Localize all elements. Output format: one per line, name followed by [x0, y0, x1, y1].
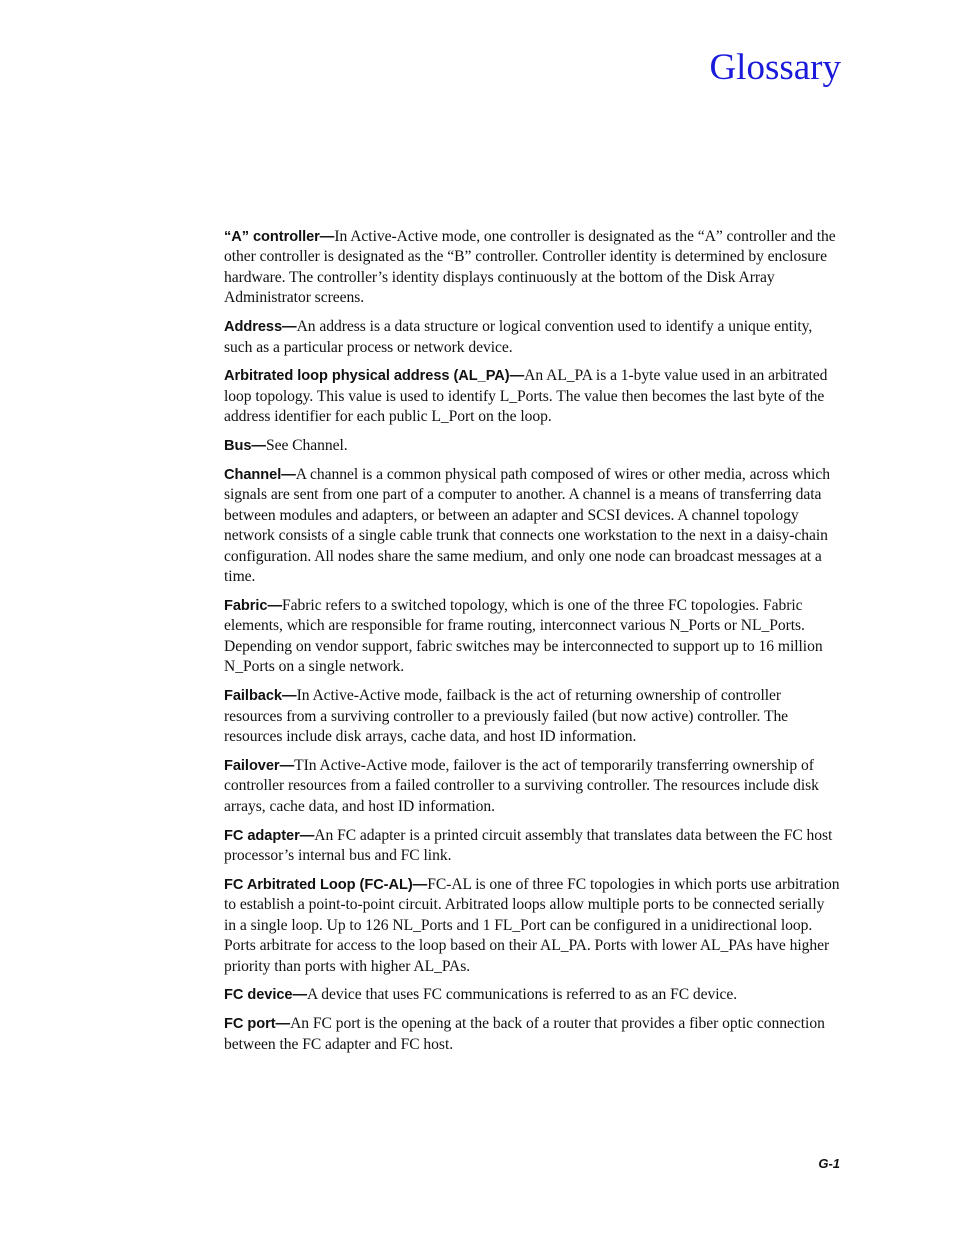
- glossary-entry: [224, 227, 840, 309]
- glossary-entry: [224, 465, 840, 587]
- glossary-entry: [224, 985, 840, 1005]
- glossary-term: Bus—: [224, 438, 266, 455]
- glossary-entry: [224, 366, 840, 427]
- glossary-definition: See Channel.: [265, 437, 348, 455]
- glossary-entry: [224, 756, 840, 817]
- page-title: Glossary: [709, 47, 841, 88]
- glossary-definition: In Active-Active mode, failback is the act of returning ownership of controller resources from a surviving controller to a previously failed (but now active) controller. The resources include disk arrays, cache data, and host ID information.: [224, 687, 789, 745]
- glossary-list: [224, 227, 840, 1064]
- glossary-entry: [224, 875, 840, 977]
- glossary-entry: [224, 317, 840, 358]
- glossary-entry: [224, 436, 840, 456]
- glossary-term: “A” controller—: [224, 229, 335, 245]
- glossary-definition: In Active-Active mode, one controller is designated as the “A” controller and the other controller is designated as the “B” controller. Controller identity is determined by enclosure hardware. The controller’s identity displays continuously at the bottom of the Disk Array Administrator screens.: [224, 228, 836, 307]
- glossary-term: Fabric—: [224, 598, 283, 614]
- glossary-definition: A channel is a common physical path composed of wires or other media, across which signals are sent from one part of a computer to another. A channel is a means of transferring data between modules and adapters, or between an adapter and SCSI devices. A channel topology network consists of a single cable trunk that connects one workstation to the next in a daisy-chain configuration. All nodes share the same medium, and only one node can broadcast messages at a time.: [224, 466, 830, 586]
- page-number: G-1: [818, 1156, 840, 1171]
- glossary-definition: FC-AL is one of three FC topologies in which ports use arbitration to establish a point-to-point circuit. Arbitrated loops allow multiple ports to be connected serially in a single loop. Up to 126 NL_Ports and 1 FL_Port can be configured in a unidirectional loop. Ports arbitrate for access to the loop based on their AL_PA. Ports with lower AL_PAs have higher priority than ports with higher AL_PAs.: [224, 875, 840, 975]
- glossary-definition: TIn Active-Active mode, failover is the act of temporarily transferring ownership of controller resources from a failed controller to a surviving controller. The resources include disk arrays, cache data, and host ID information.: [224, 756, 819, 815]
- glossary-term: FC device—: [224, 987, 308, 1004]
- glossary-definition: An AL_PA is a 1-byte value used in an arbitrated loop topology. This value is used to identify L_Ports. The value then becomes the last byte of the address identifier for each public L_Port on the loop.: [224, 367, 828, 426]
- glossary-entry: [224, 596, 840, 678]
- glossary-definition: An FC adapter is a printed circuit assembly that translates data between the FC host processor’s internal bus and FC link.: [224, 826, 833, 864]
- glossary-definition: An FC port is the opening at the back of a router that provides a fiber optic connection between the FC adapter and FC host.: [224, 1015, 825, 1053]
- glossary-definition: Fabric refers to a switched topology, which is one of the three FC topologies. Fabric elements, which are responsible for frame routing, interconnect various N_Ports or NL_Ports. Depending on vendor support, fabric switches may be interconnected to support up to 16 million N_Ports on a single network.: [224, 597, 823, 676]
- glossary-definition: A device that uses FC communications is referred to as an FC device.: [307, 986, 738, 1004]
- glossary-term: Failover—: [224, 757, 295, 774]
- glossary-entry: [224, 1014, 840, 1055]
- glossary-definition: An address is a data structure or logical convention used to identify a unique entity, such as a particular process or network device.: [224, 318, 813, 356]
- glossary-term: FC port—: [224, 1016, 291, 1033]
- glossary-term: Address—: [224, 319, 297, 336]
- glossary-term: Failback—: [224, 688, 297, 705]
- glossary-term: Arbitrated loop physical address (AL_PA)—: [224, 368, 525, 385]
- glossary-entry: [224, 686, 840, 747]
- glossary-term: FC Arbitrated Loop (FC-AL)—: [224, 876, 428, 893]
- glossary-term: Channel—: [224, 467, 296, 484]
- glossary-entry: [224, 826, 840, 867]
- glossary-term: FC adapter—: [224, 827, 315, 844]
